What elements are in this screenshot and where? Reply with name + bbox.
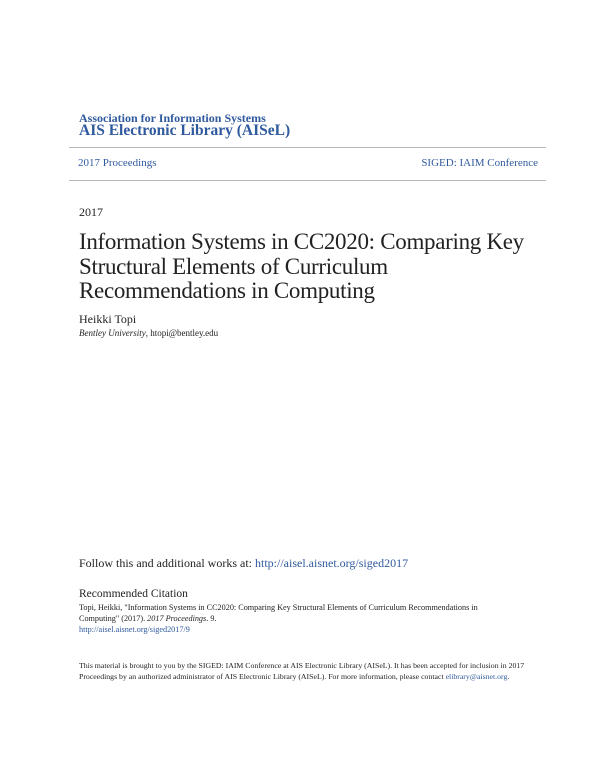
conference-link[interactable]: SIGED: IAIM Conference: [421, 157, 538, 169]
citation-text: [79, 603, 519, 624]
author-name: Heikki Topi: [79, 312, 137, 326]
author-email: htopi@bentley.edu: [150, 328, 219, 338]
notice-line-1: This material is brought to you by the SIGED: IAIM Conference at AIS Electronic Library (AISeL). It has been accepted for inclusion in 2017: [79, 661, 525, 670]
affiliation-name: Bentley University: [79, 328, 146, 338]
association-name[interactable]: Association for Information Systems: [79, 111, 266, 125]
citation-start: Topi, Heikki, "Information Systems in CC2020: Comparing Key Structural Elements of Curriculum Recommendations in Computing" (2017).: [79, 603, 478, 623]
publication-year: 2017: [79, 205, 103, 219]
follow-label: Follow this and additional works at:: [79, 556, 255, 570]
title-line-2: Structural Elements of Curriculum: [79, 253, 388, 279]
notice-line-2: [79, 671, 539, 682]
recommended-citation-heading: Recommended Citation: [79, 588, 188, 600]
bottom-divider: [69, 180, 546, 181]
copyright-notice: [79, 660, 539, 682]
author-affiliation: Bentley University, htopi@bentley.edu: [79, 328, 219, 338]
proceedings-link[interactable]: 2017 Proceedings: [78, 157, 157, 169]
notice-line-2-start: Proceedings by an authorized administrator of AIS Electronic Library (AISeL). For more information, please contact: [79, 672, 446, 681]
citation-link[interactable]: http://aisel.aisnet.org/siged2017/9: [79, 625, 190, 634]
notice-line-2-end: .: [507, 672, 510, 681]
library-name[interactable]: AIS Electronic Library (AISeL): [79, 122, 291, 139]
paper-title: [79, 230, 539, 304]
title-line-1: Information Systems in CC2020: Comparing Key: [79, 229, 524, 254]
citation-end: . 9.: [206, 613, 217, 623]
top-divider: [69, 147, 546, 148]
contact-email-link[interactable]: elibrary@aisnet.org: [445, 672, 508, 681]
citation-italic: 2017 Proceedings: [147, 613, 207, 623]
follow-link[interactable]: http://aisel.aisnet.org/siged2017: [255, 556, 409, 570]
follow-line: [79, 556, 408, 571]
title-line-3: Recommendations in Computing: [79, 278, 375, 303]
